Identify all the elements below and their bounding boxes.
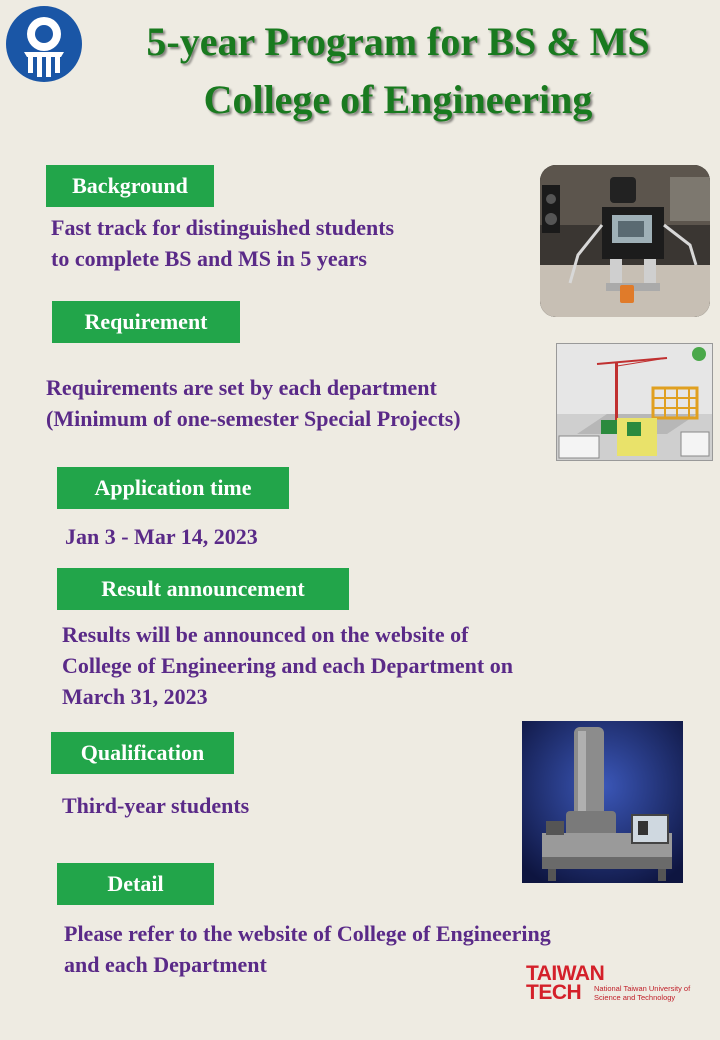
page-title-line-2: College of Engineering [203, 77, 593, 122]
crane-simulation-screenshot [556, 343, 713, 461]
university-emblem-icon [4, 4, 84, 84]
section-tag-detail: Detail [57, 863, 214, 905]
background-text-line: Fast track for distinguished students [51, 215, 395, 240]
qualification-text-line: Third-year students [62, 793, 250, 818]
detail-text-line: and each Department [64, 952, 267, 977]
result-announcement-text-line: March 31, 2023 [62, 684, 208, 709]
application-time-text [65, 521, 258, 552]
background-text-line: to complete BS and MS in 5 years [51, 246, 367, 271]
requirement-text [46, 372, 461, 434]
result-announcement-text-line: Results will be announced on the website of [62, 622, 469, 647]
robot-photo [540, 165, 710, 317]
detail-text-line: Please refer to the website of College of Engineering [64, 921, 551, 946]
section-tag-background: Background [46, 165, 214, 207]
section-tag-requirement: Requirement [52, 301, 240, 343]
application-time-text-line: Jan 3 - Mar 14, 2023 [65, 524, 258, 549]
electron-microscope-photo [522, 721, 683, 883]
background-text [51, 212, 394, 274]
page-title-line-1: 5-year Program for BS & MS [146, 19, 650, 64]
requirement-text-line: Requirements are set by each department [46, 375, 437, 400]
qualification-text [62, 790, 249, 821]
requirement-text-line: (Minimum of one-semester Special Projects) [46, 406, 461, 431]
result-announcement-text [62, 619, 513, 712]
detail-text [64, 918, 551, 980]
section-tag-qualification: Qualification [51, 732, 234, 774]
section-tag-result-announcement: Result announcement [57, 568, 349, 610]
taiwan-tech-logo: TAIWAN TECH National Taiwan University of Science and Technology [526, 962, 691, 1004]
result-announcement-text-line: College of Engineering and each Department on [62, 653, 513, 678]
section-tag-application-time: Application time [57, 467, 289, 509]
